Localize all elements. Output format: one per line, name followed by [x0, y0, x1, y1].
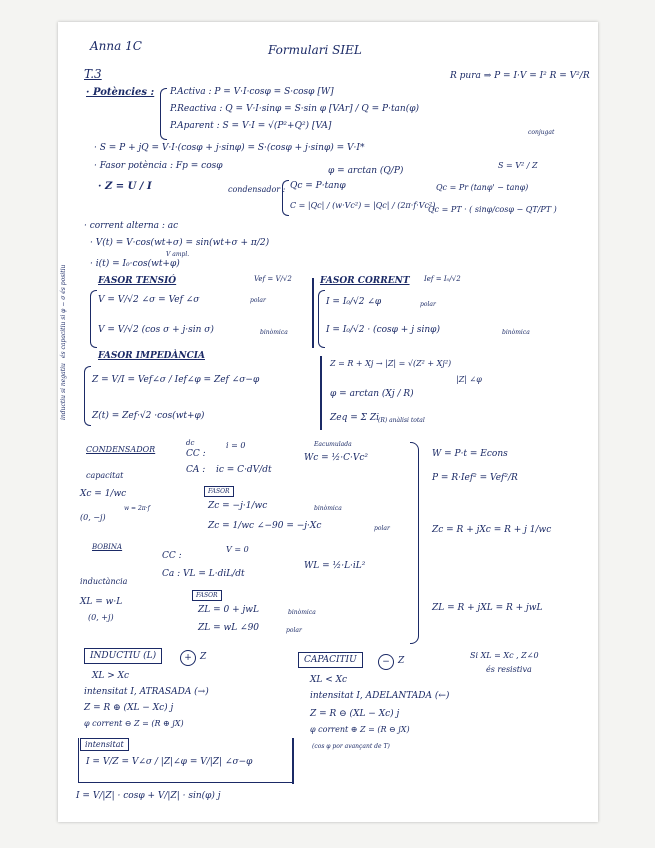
capacitance-formula: C = |Qc| / (w·Vc²) = |Qc| / (2π·f·Vc²)	[290, 201, 436, 210]
current-phasor-title: FASOR CORRENT	[320, 276, 410, 286]
resistive-power-formula: P = R·Ief² = Vef²/R	[432, 473, 518, 483]
qc-tan: Qc = P·tanφ	[290, 181, 346, 191]
stored-energy-note: Eacumulada	[314, 441, 352, 448]
notes-page	[58, 22, 598, 822]
inductor-reactance: XL = w·L	[80, 597, 123, 607]
capacitor-coords: (0, −j)	[80, 513, 106, 522]
inductor-cc: CC :	[162, 551, 182, 561]
active-power: P.Activa : P = V·I·cosφ = S·cosφ [W]	[170, 87, 334, 97]
voltage-phasor-title: FASOR TENSIÓ	[98, 276, 177, 286]
inductive-z: Z	[200, 652, 207, 662]
page-title: Formulari SIEL	[268, 43, 362, 57]
capacitive-lead: intensitat I, ADELANTADA (←)	[310, 691, 450, 701]
complex-power: · S = P + jQ = V·I·(cosφ + j·sinφ) = S·(cosφ + j·sinφ) = V·I*	[94, 143, 365, 153]
vef-formula: Vef = V/√2	[254, 275, 292, 283]
voltage-time: · V(t) = V·cos(wt+σ) = sin(wt+σ + π/2)	[90, 238, 270, 248]
capacitive-box	[298, 652, 363, 668]
impedance-definition: · Z = U / I	[98, 181, 152, 192]
resistive-condition: Si XL = Xc , Z∠0	[470, 651, 539, 660]
capacitor-current: ic = C·dV/dt	[216, 465, 272, 475]
divider-phasors	[312, 278, 314, 348]
power-heading: · Potències :	[86, 87, 155, 98]
inductive-impedance: Z = R ⊕ (XL − Xc) j	[84, 703, 174, 713]
inductor-z-binomic: ZL = 0 + jwL	[198, 605, 259, 615]
capacitor-fasor-label: FASOR	[208, 488, 230, 495]
inductor-coords: (0, +j)	[88, 613, 114, 622]
apparent-power: P.Aparent : S = V·I = √(P²+Q²) [VA]	[170, 121, 332, 131]
impedance-modulus: |Z| ∠φ	[456, 375, 482, 384]
current-time: · i(t) = I₀·cos(wt+φ)	[90, 259, 180, 269]
divider-impedance	[320, 356, 322, 430]
intensity-divider	[292, 738, 294, 784]
inductor-fasor-label: FASOR	[196, 592, 218, 599]
inductance-label: inductància	[80, 577, 128, 586]
inductive-box	[84, 648, 162, 664]
current-polar-tag: polar	[420, 301, 436, 308]
inductor-v-zero: V = 0	[226, 545, 249, 554]
capacitor-binomic-tag: binòmica	[314, 505, 342, 512]
author: Anna 1C	[90, 39, 142, 53]
energy-formula: W = P·t = Econs	[432, 449, 508, 459]
qc-correction: Qc = Pr (tanφ' − tanφ)	[436, 183, 529, 192]
inductor-ca: Ca : VL = L·diL/dt	[162, 569, 245, 579]
current-binomic: I = I₀/√2 · (cosφ + j sinφ)	[326, 325, 440, 335]
ief-formula: Ief = I₀/√2	[424, 275, 461, 283]
voltage-phasor-brace	[90, 290, 97, 348]
inductive-current: φ corrent ⊖ Z = (R ⊕ jX)	[84, 719, 184, 728]
capacitor-fasor-box	[204, 486, 234, 497]
s-formula: S = V² / Z	[498, 161, 538, 170]
capacitive-current: φ corrent ⊕ Z = (R ⊖ jX)	[310, 725, 410, 734]
intensity-binomic: I = V/|Z| · cosφ + V/|Z| · sin(φ) j	[76, 791, 221, 801]
inductive-lag: intensitat I, ATRASADA (→)	[84, 687, 209, 697]
plus-circle-icon: +	[180, 650, 196, 666]
impedance-time: Z(t) = Zef·√2 ·cos(wt+φ)	[92, 411, 205, 421]
zc-total: Zc = R + jXc = R + j 1/wc	[432, 525, 552, 535]
inductive-condition: XL > Xc	[92, 671, 130, 681]
capacitive-condition: XL < Xc	[310, 675, 348, 685]
capacitor-z-binomic: Zc = −j·1/wc	[208, 501, 268, 511]
impedance-phi: φ = arctan (Xj / R)	[330, 389, 414, 399]
voltage-binomic-tag: binòmica	[260, 329, 288, 336]
impedance-polar: Z = V/I = Vef∠σ / Ief∠φ = Zef ∠σ−φ	[92, 375, 260, 385]
equivalent-note: (R) anàlisi total	[378, 417, 425, 424]
capacitive-z: Z	[398, 656, 405, 666]
voltage-binomic: V = V/√2 (cos σ + j·sin σ)	[98, 325, 214, 335]
inductor-title: BOBINA	[92, 543, 123, 551]
components-brace	[410, 442, 419, 644]
impedance-binomic: Z = R + Xj → |Z| = √(Z² + Xj²)	[330, 359, 452, 368]
current-binomic-tag: binòmica	[502, 329, 530, 336]
capacitive-impedance: Z = R ⊖ (XL − Xc) j	[310, 709, 400, 719]
topic-label: T.3	[84, 67, 102, 81]
capacitor-label: condensador :	[228, 185, 286, 194]
conjugate-note: conjugat	[528, 129, 555, 136]
inductor-polar-tag: polar	[286, 627, 302, 634]
reactive-power: P.Reactiva : Q = V·I·sinφ = S·sin φ [VAr] / Q = P·tan(φ)	[170, 104, 420, 114]
intensity-title: intensitat	[85, 740, 124, 749]
capacitor-brace	[282, 180, 289, 216]
impedance-brace	[84, 366, 91, 426]
voltage-amplitude-note: V ampl.	[166, 251, 190, 258]
minus-circle-icon: −	[378, 654, 394, 670]
dc-label: dc	[186, 439, 195, 447]
power-brace	[160, 88, 167, 140]
inductive-title: INDUCTIU (L)	[90, 651, 157, 661]
inductor-energy: WL = ½·L·iL²	[304, 561, 366, 571]
phi-angle: φ = arctan (Q/P)	[328, 166, 404, 176]
capacitor-ca: CA :	[186, 465, 206, 475]
current-polar: I = I₀/√2 ∠φ	[326, 297, 382, 307]
pure-resistance-formula: R pura ⇒ P = I·V = I² R = V²/R	[450, 71, 590, 81]
voltage-polar: V = V/√2 ∠σ = Vef ∠σ	[98, 295, 200, 305]
omega-definition: w = 2π·f	[124, 505, 150, 512]
side-note-capacitive: és capacitiu si φ − σ és positiu	[60, 264, 67, 358]
capacitor-title: CONDENSADOR	[86, 445, 156, 454]
qc-total: Qc = PT · ( sinφ/cosφ − QT/PT )	[428, 205, 557, 214]
capacitor-reactance: Xc = 1/wc	[80, 489, 127, 499]
intensity-title-box	[80, 738, 129, 751]
capacitor-z-polar: Zc = 1/wc ∠−90 = −j·Xc	[208, 521, 322, 531]
ac-heading: · corrent alterna : ac	[84, 221, 179, 231]
voltage-polar-tag: polar	[250, 297, 266, 304]
capacitor-energy: Wc = ½·C·Vc²	[304, 453, 369, 463]
capacitance-label: capacitat	[86, 471, 124, 480]
capacitor-polar-tag: polar	[374, 525, 390, 532]
intensity-polar: I = V/Z = V∠σ / |Z|∠φ = V/|Z| ∠σ−φ	[86, 757, 253, 767]
capacitive-title: CAPACITIU	[304, 655, 357, 665]
inductor-fasor-box	[192, 590, 222, 601]
capacitor-cc: CC :	[186, 449, 206, 459]
current-phasor-brace	[318, 290, 325, 348]
side-note-inductive: inductiu si negatiu	[60, 363, 67, 420]
capacitor-i-zero: i = 0	[226, 441, 246, 450]
capacitive-note: (cos φ por avançant de T)	[312, 743, 390, 750]
power-factor: · Fasor potència : Fp = cosφ	[94, 161, 223, 171]
inductor-z-polar: ZL = wL ∠90	[198, 623, 260, 633]
impedance-title: FASOR IMPEDÀNCIA	[98, 351, 205, 361]
inductor-binomic-tag: binòmica	[288, 609, 316, 616]
resistive-label: és resistiva	[486, 665, 532, 674]
zl-total: ZL = R + jXL = R + jwL	[432, 603, 543, 613]
equivalent-impedance: Zeq = Σ Zi	[330, 413, 379, 423]
